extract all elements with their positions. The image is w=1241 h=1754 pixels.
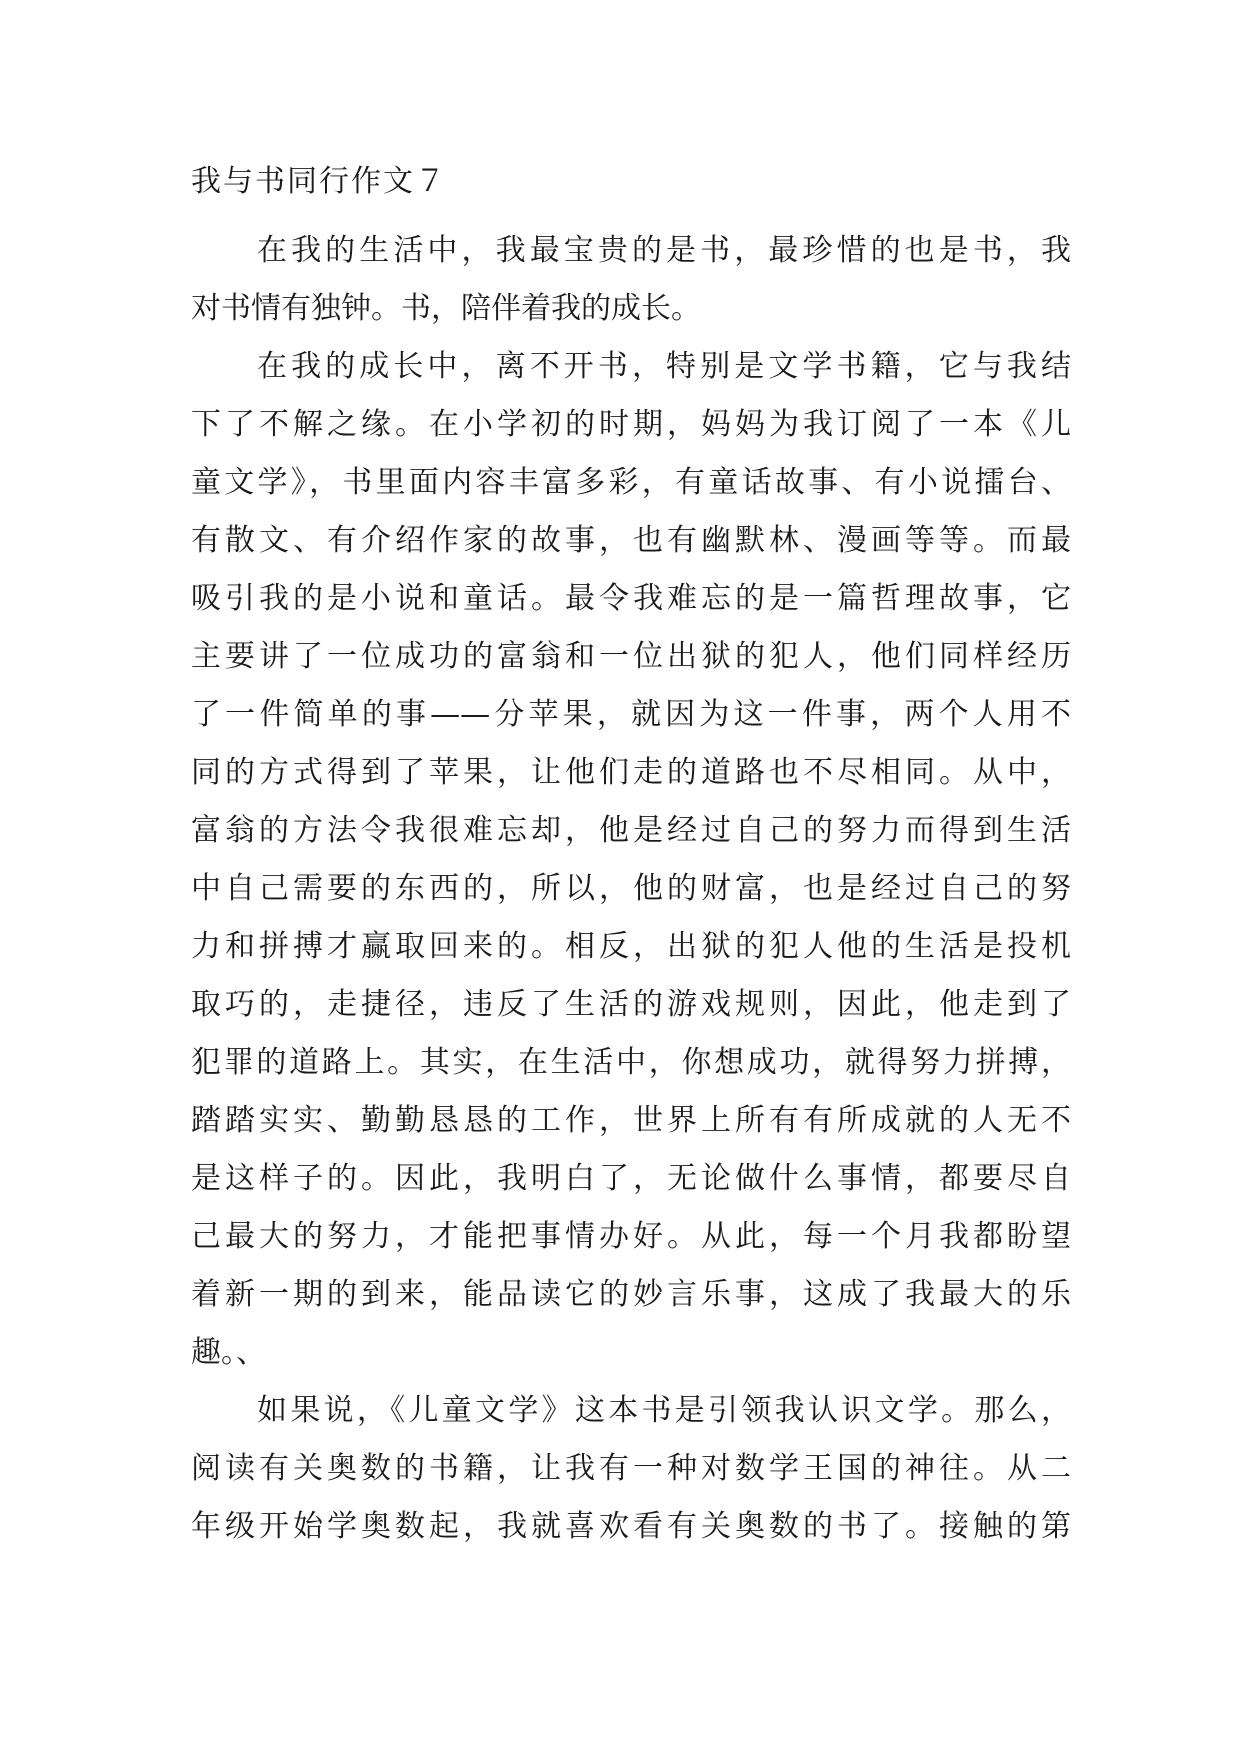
text-line: 下了不解之缘。在小学初的时期，妈妈为我订阅了一本《儿: [191, 407, 1071, 442]
text-line: 对书情有独钟。书，陪伴着我的成长。: [191, 291, 701, 326]
text-line: 有散文、有介绍作家的故事，也有幽默林、漫画等等。而最: [191, 523, 1071, 558]
text-line: 富翁的方法令我很难忘却，他是经过自己的努力而得到生活: [191, 813, 1071, 848]
text-line: 在我的成长中，离不开书，特别是文学书籍，它与我结: [257, 349, 1071, 384]
text-line: 主要讲了一位成功的富翁和一位出狱的犯人，他们同样经历: [191, 639, 1071, 674]
text-line: 是这样子的。因此，我明白了，无论做什么事情，都要尽自: [191, 1161, 1071, 1196]
text-line: 童文学》，书里面内容丰富多彩，有童话故事、有小说擂台、: [191, 465, 1071, 500]
text-line: 在我的生活中，我最宝贵的是书，最珍惜的也是书，我: [257, 233, 1071, 268]
text-line: 踏踏实实、勤勤恳恳的工作，世界上所有有所成就的人无不: [191, 1103, 1071, 1138]
text-line: 如果说，《儿童文学》这本书是引领我认识文学。那么，: [257, 1393, 1071, 1428]
text-line: 取巧的，走捷径，违反了生活的游戏规则，因此，他走到了: [191, 987, 1071, 1022]
text-line: 年级开始学奥数起，我就喜欢看有关奥数的书了。接触的第: [191, 1509, 1071, 1544]
text-line: 同的方式得到了苹果，让他们走的道路也不尽相同。从中，: [191, 755, 1071, 790]
text-line: 己最大的努力，才能把事情办好。从此，每一个月我都盼望: [191, 1219, 1071, 1254]
document-title: 我与书同行作文７: [191, 164, 447, 199]
text-line: 中自己需要的东西的，所以，他的财富，也是经过自己的努: [191, 871, 1071, 906]
text-line: 了一件简单的事——分苹果，就因为这一件事，两个人用不: [191, 697, 1071, 732]
text-line: 力和拼搏才赢取回来的。相反，出狱的犯人他的生活是投机: [191, 929, 1071, 964]
document-body: [191, 222, 1071, 1556]
text-line: 吸引我的是小说和童话。最令我难忘的是一篇哲理故事，它: [191, 581, 1071, 616]
text-line: 着新一期的到来，能品读它的妙言乐事，这成了我最大的乐: [191, 1277, 1071, 1312]
text-line: 犯罪的道路上。其实，在生活中，你想成功，就得努力拼搏，: [191, 1045, 1071, 1080]
text-line: 趣。、: [191, 1335, 266, 1370]
text-line: 阅读有关奥数的书籍，让我有一种对数学王国的神往。从二: [191, 1451, 1071, 1486]
